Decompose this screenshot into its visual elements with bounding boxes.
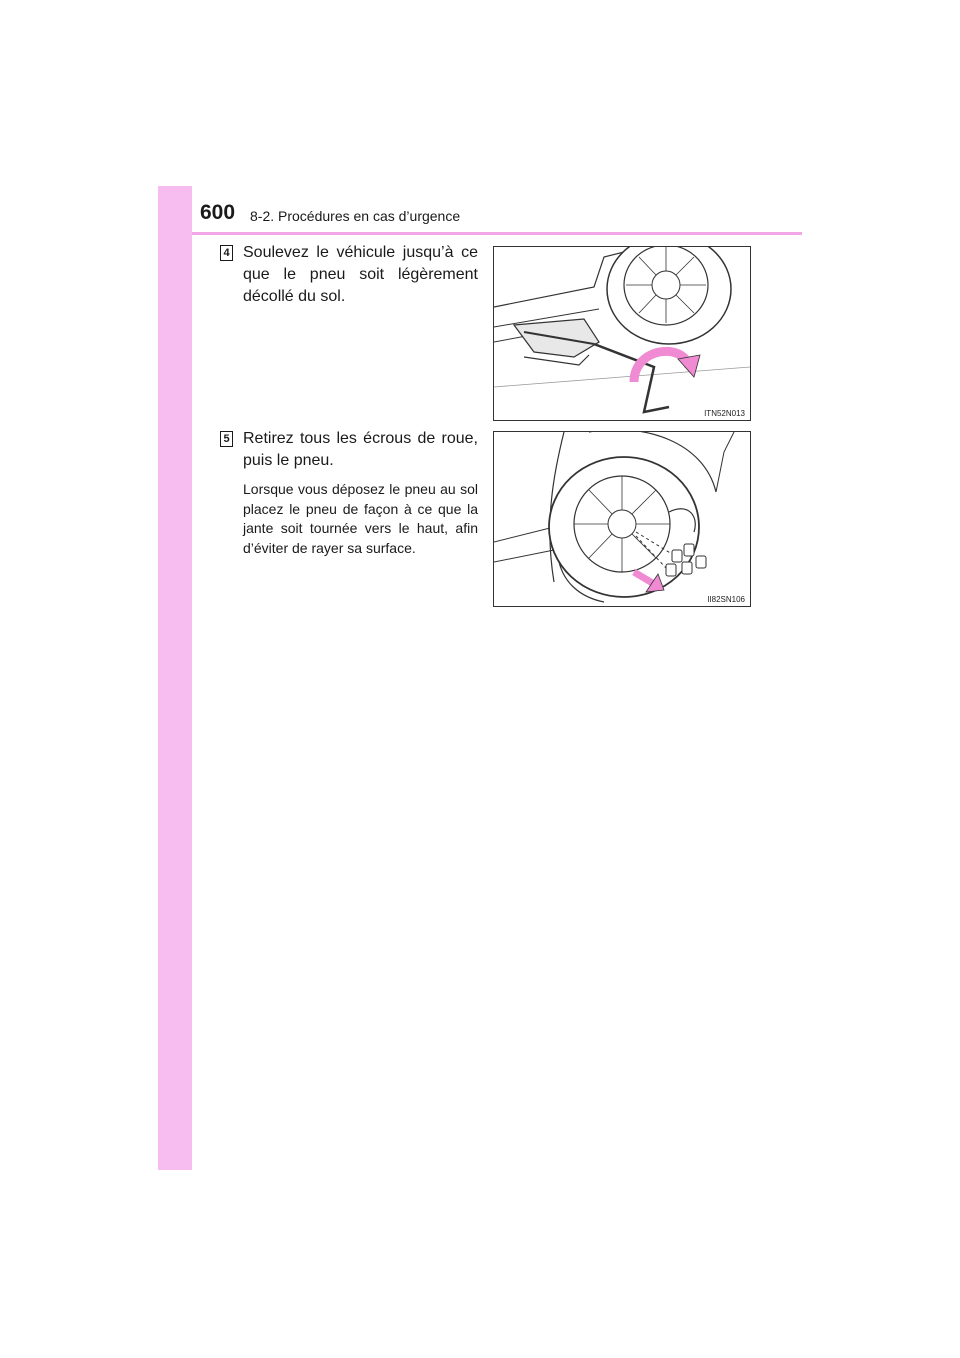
step-5-text: Retirez tous les écrous de roue, puis le pneu. xyxy=(243,430,478,469)
jack-illustration xyxy=(494,247,750,420)
figure-jack-lifting xyxy=(493,246,751,421)
page-number: 600 xyxy=(200,201,236,224)
step-number-4: 4 xyxy=(220,245,233,261)
side-tab-band xyxy=(158,186,192,1170)
wheel-removal-illustration xyxy=(494,432,750,606)
step-number-5: 5 xyxy=(220,431,233,447)
figure-code: ITN52N013 xyxy=(704,409,745,418)
section-title: 8-2. Procédures en cas d’urgence xyxy=(250,208,461,224)
step-5-note: Lorsque vous déposez le pneu au sol placez le pneu de façon à ce que la jante soit tournée vers le haut, afin d’éviter de rayer sa surface. xyxy=(243,481,478,556)
step-4-text: Soulevez le véhicule jusqu’à ce que le pneu soit légèrement décollé du sol. xyxy=(243,244,478,305)
figure-code: II82SN106 xyxy=(707,595,745,604)
header-divider xyxy=(192,232,802,235)
figure-wheel-removal xyxy=(493,431,751,607)
